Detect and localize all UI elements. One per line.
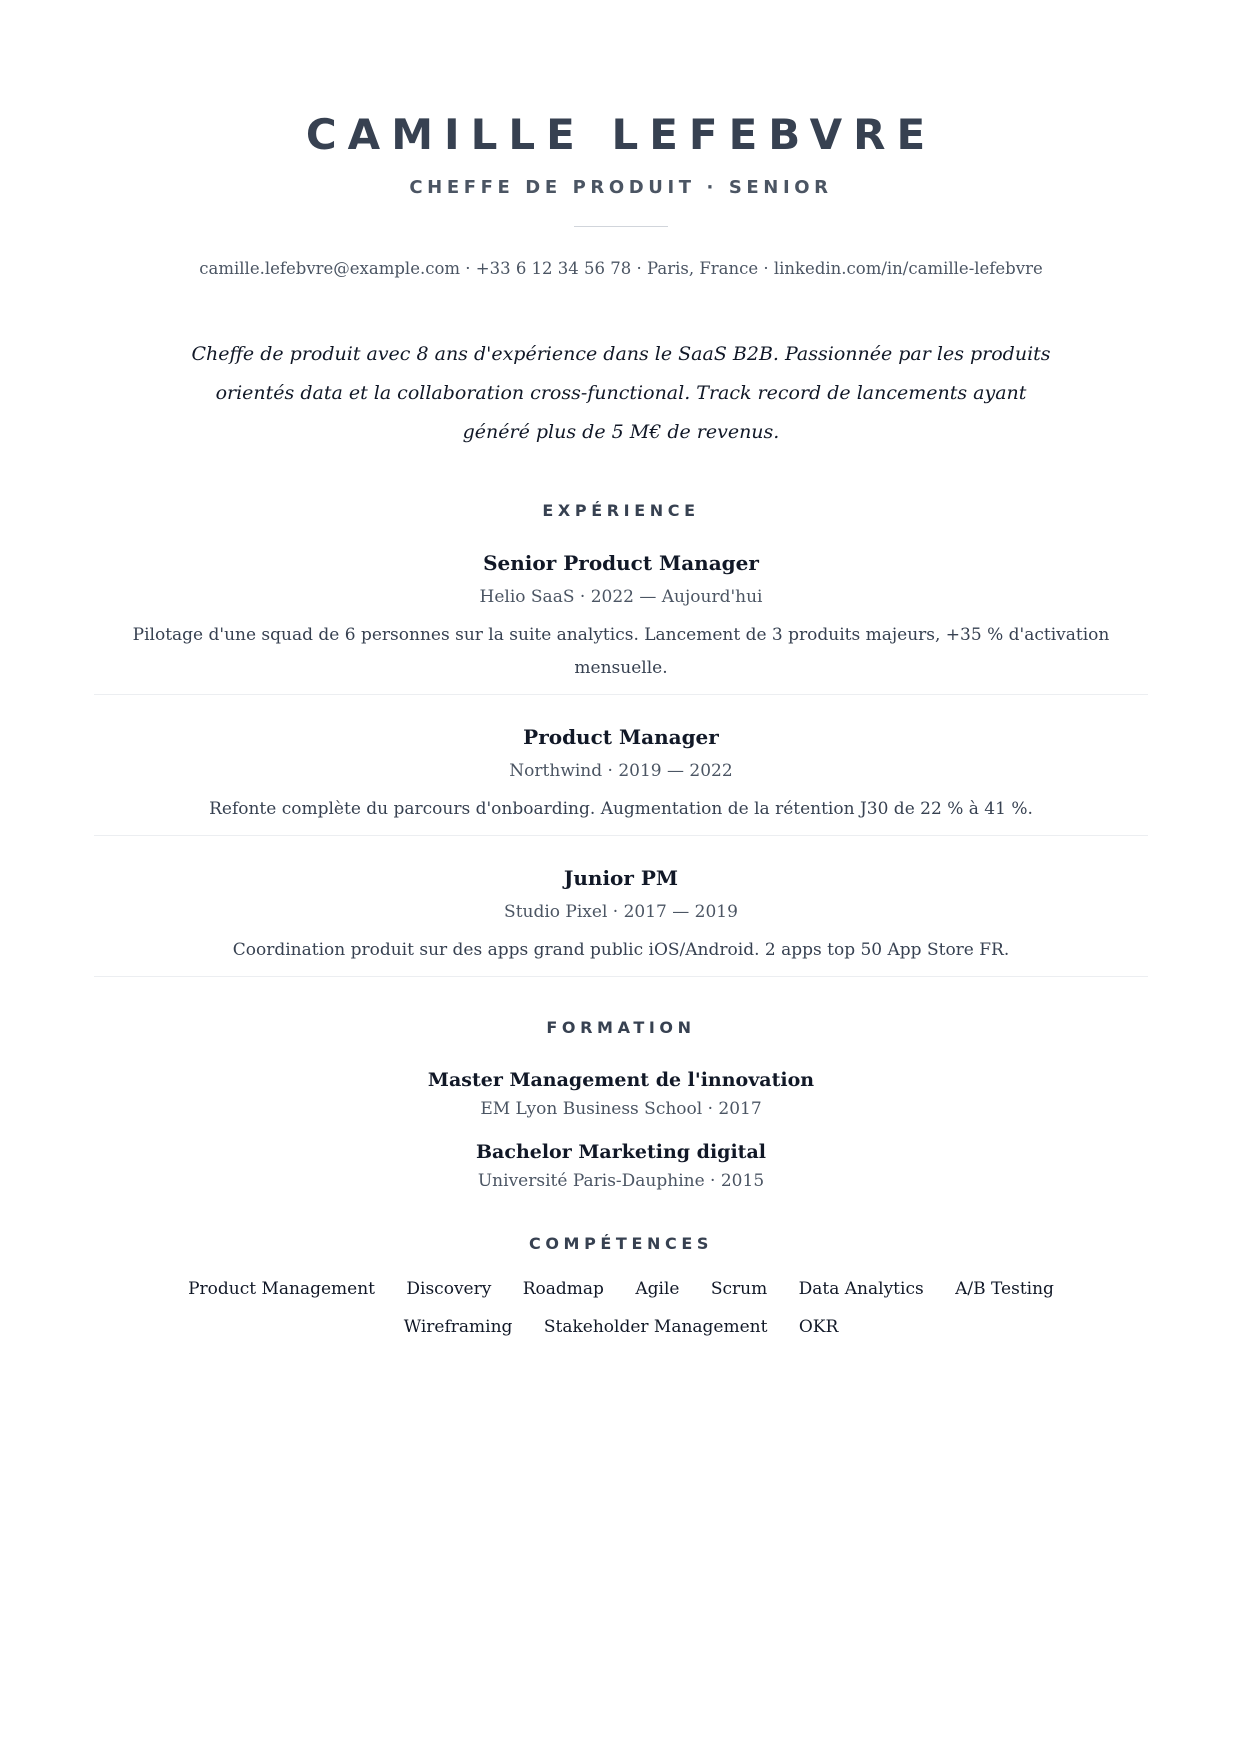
experience-heading: EXPÉRIENCE (542, 501, 700, 520)
skill-item: A/B Testing (955, 1279, 1054, 1299)
experience-item (94, 723, 1148, 836)
job-title: Junior PM (563, 866, 679, 890)
skill-item: Roadmap (522, 1279, 604, 1299)
degree-title: Bachelor Marketing digital (476, 1141, 766, 1163)
job-meta: Studio Pixel · 2017 — 2019 (504, 902, 738, 922)
job-title: Senior Product Manager (483, 551, 759, 575)
skill-item: Wireframing (403, 1317, 513, 1337)
skill-item: OKR (798, 1317, 839, 1337)
degree-meta: Université Paris-Dauphine · 2015 (477, 1171, 765, 1191)
degree-meta: EM Lyon Business School · 2017 (480, 1099, 762, 1119)
resume-header (94, 0, 1148, 281)
experience-item (94, 549, 1148, 695)
job-description: Refonte complète du parcours d'onboarding. Augmentation de la rétention J30 de 22 % à 41 %. (209, 799, 1033, 819)
job-description: Pilotage d'une squad de 6 personnes sur la suite analytics. Lancement de 3 produits majeurs, +35 % d'activation mensuelle. (132, 625, 1110, 678)
candidate-name: CAMILLE LEFEBVRE (305, 110, 937, 159)
education-item (94, 1066, 1148, 1121)
contact-line: camille.lefebvre@example.com · +33 6 12 34 56 78 · Paris, France · linkedin.com/in/camille-lefebvre (199, 259, 1043, 278)
job-meta: Northwind · 2019 — 2022 (509, 761, 733, 781)
skill-item: Stakeholder Management (543, 1317, 768, 1337)
education-item (94, 1138, 1148, 1193)
skill-item: Agile (635, 1279, 680, 1299)
job-title: Product Manager (523, 725, 719, 749)
education-heading: FORMATION (546, 1018, 696, 1037)
resume-content (94, 0, 1148, 1346)
candidate-title: CHEFFE DE PRODUIT · SENIOR (409, 177, 833, 198)
skill-item: Scrum (710, 1279, 768, 1299)
experience-item (94, 864, 1148, 977)
degree-title: Master Management de l'innovation (427, 1069, 815, 1091)
skills-list (94, 1270, 1148, 1346)
job-meta: Helio SaaS · 2022 — Aujourd'hui (479, 587, 763, 607)
skill-item: Data Analytics (798, 1279, 924, 1299)
job-description: Coordination produit sur des apps grand public iOS/Android. 2 apps top 50 App Store FR. (232, 940, 1010, 960)
skills-heading: COMPÉTENCES (529, 1234, 713, 1253)
profile-summary: Cheffe de produit avec 8 ans d'expérience dans le SaaS B2B. Passionnée par les produits orientés data et la collaboration cross-functional. Track record de lancements ayant généré plus de 5 M€ de revenus. (191, 343, 1051, 443)
header-divider (574, 226, 668, 227)
skill-item: Discovery (406, 1279, 492, 1299)
skill-item: Product Management (188, 1279, 375, 1299)
